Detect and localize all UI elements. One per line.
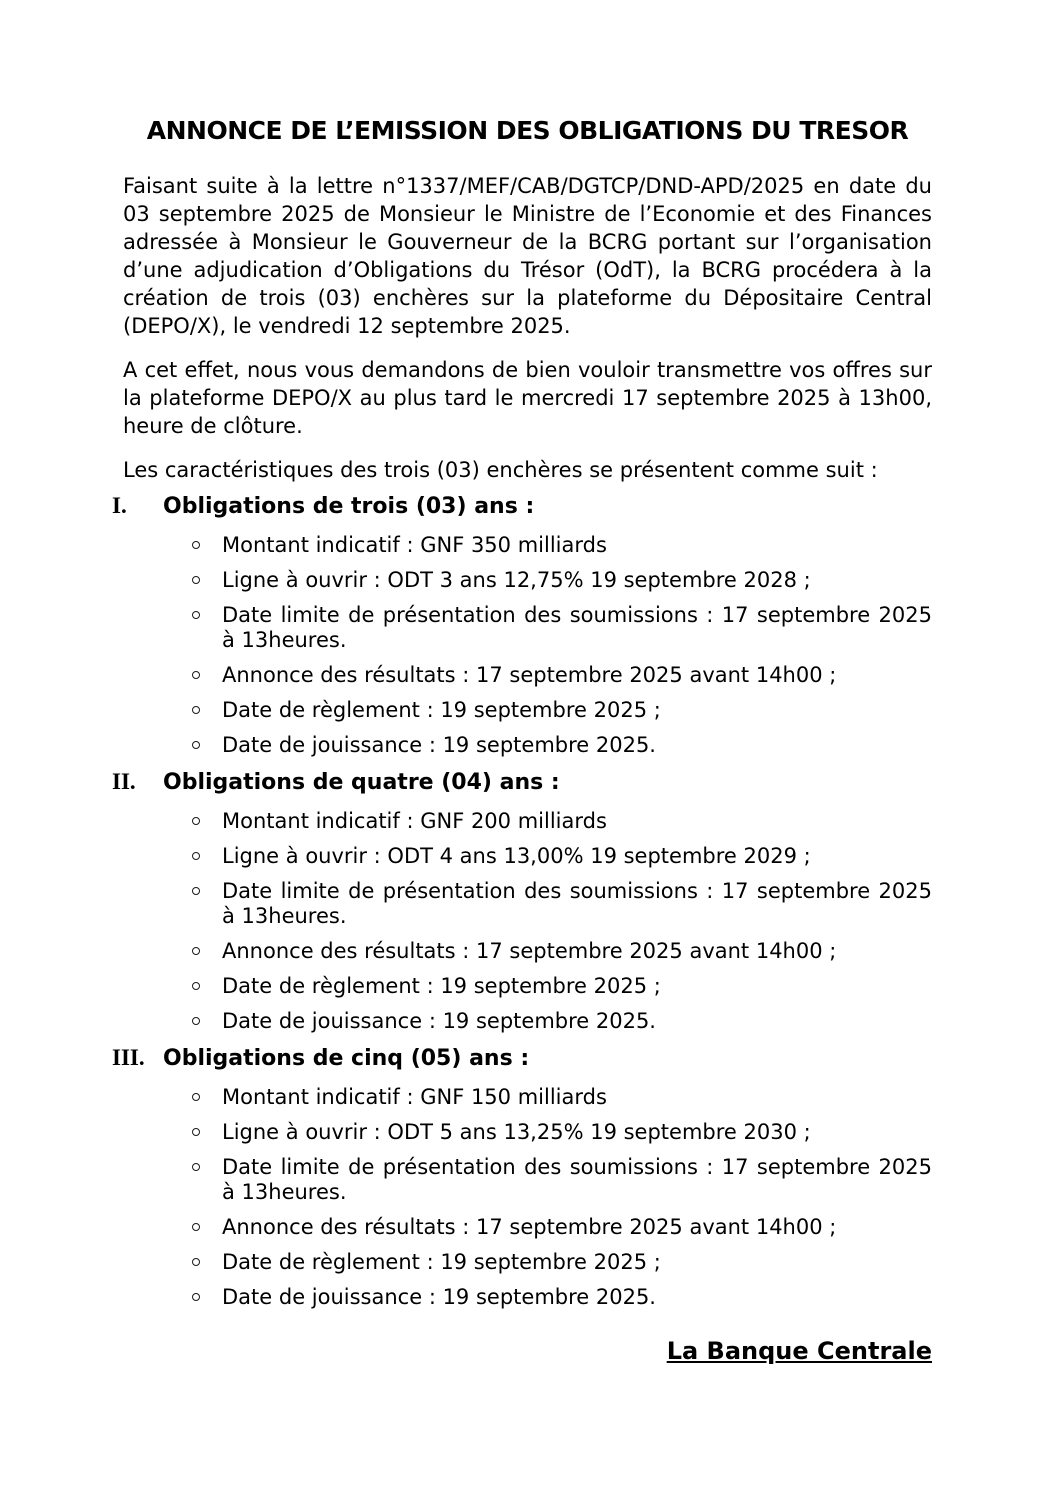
paragraph-deadline: A cet effet, nous vous demandons de bien vouloir transmettre vos offres sur la plateforme DEPO/X au plus tard le mercredi 17 septembre 2025 à 13h00, heure de clôture. bbox=[123, 358, 932, 438]
bullet-icon bbox=[192, 706, 200, 714]
bullet-icon bbox=[192, 1223, 200, 1231]
item-text: Date de règlement : 19 septembre 2025 ; bbox=[222, 1250, 661, 1274]
list-item bbox=[123, 533, 932, 558]
item-text: Ligne à ouvrir : ODT 4 ans 13,00% 19 septembre 2029 ; bbox=[222, 844, 811, 868]
bullet-icon bbox=[192, 576, 200, 584]
bullet-icon bbox=[192, 741, 200, 749]
list-item bbox=[123, 1085, 932, 1110]
bullet-icon bbox=[192, 852, 200, 860]
list-item bbox=[123, 1009, 932, 1034]
section-title: Obligations de trois (03) ans : bbox=[163, 494, 535, 519]
list-item bbox=[123, 974, 932, 999]
bullet-icon bbox=[192, 1128, 200, 1136]
bullet-icon bbox=[192, 887, 200, 895]
list-item bbox=[123, 1285, 932, 1310]
item-text: Date limite de présentation des soumissions : 17 septembre 2025 à 13heures. bbox=[222, 879, 932, 928]
item-text: Date de règlement : 19 septembre 2025 ; bbox=[222, 974, 661, 998]
list-item bbox=[123, 568, 932, 593]
item-text: Date de jouissance : 19 septembre 2025. bbox=[222, 1009, 656, 1033]
list-item bbox=[123, 663, 932, 688]
list-item bbox=[123, 733, 932, 758]
document-title: ANNONCE DE L’EMISSION DES OBLIGATIONS DU TRESOR bbox=[146, 116, 909, 145]
item-text: Ligne à ouvrir : ODT 3 ans 12,75% 19 septembre 2028 ; bbox=[222, 568, 811, 592]
bullet-icon bbox=[192, 1093, 200, 1101]
item-text: Date de jouissance : 19 septembre 2025. bbox=[222, 1285, 656, 1309]
section-numeral: I. bbox=[112, 493, 127, 518]
bullet-icon bbox=[192, 947, 200, 955]
list-item bbox=[123, 1250, 932, 1275]
bullet-icon bbox=[192, 1293, 200, 1301]
section-numeral: III. bbox=[112, 1045, 145, 1070]
item-text: Ligne à ouvrir : ODT 5 ans 13,25% 19 septembre 2030 ; bbox=[222, 1120, 811, 1144]
list-item bbox=[123, 603, 932, 653]
section-title: Obligations de cinq (05) ans : bbox=[163, 1046, 530, 1071]
signature-la-banque-centrale: La Banque Centrale bbox=[666, 1337, 932, 1365]
item-text: Date limite de présentation des soumissions : 17 septembre 2025 à 13heures. bbox=[222, 603, 932, 652]
list-item bbox=[123, 1215, 932, 1240]
bullet-icon bbox=[192, 1163, 200, 1171]
section-numeral: II. bbox=[112, 769, 136, 794]
item-text: Montant indicatif : GNF 200 milliards bbox=[222, 809, 607, 833]
list-item bbox=[123, 1155, 932, 1205]
section-heading-3 bbox=[112, 1044, 932, 1073]
bullet-icon bbox=[192, 611, 200, 619]
item-text: Annonce des résultats : 17 septembre 2025 avant 14h00 ; bbox=[222, 939, 837, 963]
section-heading-2 bbox=[112, 768, 932, 797]
bullet-icon bbox=[192, 982, 200, 990]
section-heading-1 bbox=[112, 492, 932, 521]
item-text: Annonce des résultats : 17 septembre 2025 avant 14h00 ; bbox=[222, 663, 837, 687]
bullet-icon bbox=[192, 671, 200, 679]
list-item bbox=[123, 844, 932, 869]
list-item bbox=[123, 698, 932, 723]
bullet-icon bbox=[192, 1258, 200, 1266]
list-item bbox=[123, 939, 932, 964]
item-text: Annonce des résultats : 17 septembre 2025 avant 14h00 ; bbox=[222, 1215, 837, 1239]
item-text: Date de règlement : 19 septembre 2025 ; bbox=[222, 698, 661, 722]
item-text: Date limite de présentation des soumissions : 17 septembre 2025 à 13heures. bbox=[222, 1155, 932, 1204]
item-text: Date de jouissance : 19 septembre 2025. bbox=[222, 733, 656, 757]
list-item bbox=[123, 809, 932, 834]
section-title: Obligations de quatre (04) ans : bbox=[163, 770, 560, 795]
list-item bbox=[123, 879, 932, 929]
paragraph-characteristics: Les caractéristiques des trois (03) enchères se présentent comme suit : bbox=[123, 458, 878, 482]
bullet-icon bbox=[192, 1017, 200, 1025]
item-text: Montant indicatif : GNF 350 milliards bbox=[222, 533, 607, 557]
list-item bbox=[123, 1120, 932, 1145]
bullet-icon bbox=[192, 541, 200, 549]
bullet-icon bbox=[192, 817, 200, 825]
item-text: Montant indicatif : GNF 150 milliards bbox=[222, 1085, 607, 1109]
paragraph-intro: Faisant suite à la lettre n°1337/MEF/CAB/DGTCP/DND-APD/2025 en date du 03 septembre 2025 de Monsieur le Ministre de l’Economie et des Finances adressée à Monsieur le Gouverneur de la BCRG portant sur l’organisation d’une adjudication d’Obligations du Trésor (OdT), la BCRG procédera à la création de trois (03) enchères sur la plateforme du Dépositaire Central (DEPO/X), le vendredi 12 septembre 2025. bbox=[123, 174, 932, 338]
